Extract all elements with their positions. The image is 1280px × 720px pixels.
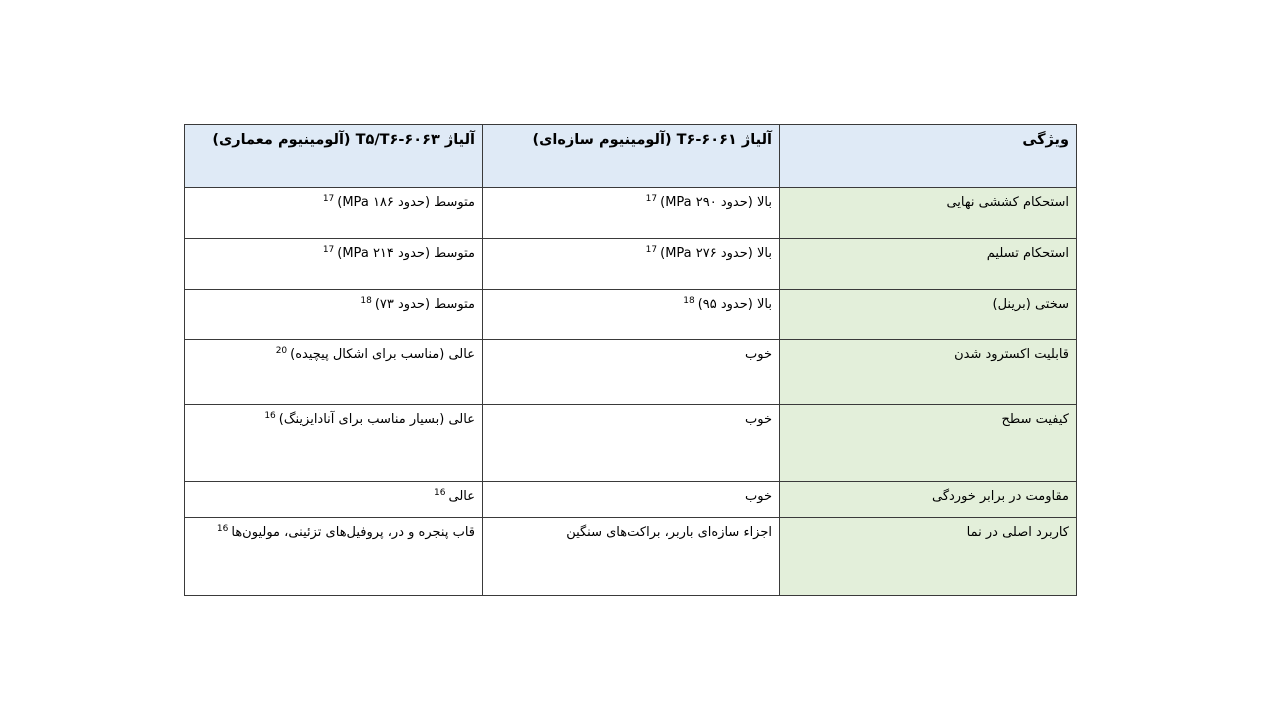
reference-mark: 18 bbox=[360, 295, 372, 306]
table-row bbox=[185, 405, 1077, 482]
reference-mark: 18 bbox=[683, 295, 695, 306]
value-text: قاب پنجره و در، پروفیل‌های تزئینی، مولیون‌ها bbox=[231, 525, 475, 540]
table-row bbox=[185, 239, 1077, 290]
value-text: خوب bbox=[745, 347, 772, 362]
table-row bbox=[185, 518, 1077, 596]
reference-mark: 17 bbox=[322, 193, 335, 204]
property-cell: مقاومت در برابر خوردگی bbox=[780, 482, 1077, 518]
alloy-comparison-table bbox=[184, 124, 1077, 596]
value-6061-cell bbox=[483, 239, 780, 290]
value-text: بالا (حدود ۹۵) bbox=[697, 297, 772, 312]
value-text: اجزاء سازه‌ای باربر، براکت‌های سنگین bbox=[566, 525, 772, 540]
reference-mark: 17 bbox=[645, 193, 658, 204]
property-cell: سختی (برینل) bbox=[780, 290, 1077, 340]
table-row bbox=[185, 340, 1077, 405]
value-6061-cell bbox=[483, 340, 780, 405]
value-text: بالا (حدود ۲۷۶ MPa) bbox=[660, 246, 772, 261]
value-6061-cell bbox=[483, 290, 780, 340]
value-6063-cell bbox=[185, 405, 483, 482]
reference-mark: 20 bbox=[275, 345, 288, 356]
header-alloy-6061: آلیاژ ۶۰۶۱-T۶ (آلومینیوم سازه‌ای) bbox=[483, 125, 780, 188]
reference-mark: 16 bbox=[434, 487, 446, 498]
value-text: عالی bbox=[448, 489, 475, 504]
table-header-row bbox=[185, 125, 1077, 188]
property-cell: کیفیت سطح bbox=[780, 405, 1077, 482]
value-6061-cell bbox=[483, 188, 780, 239]
value-6061-cell bbox=[483, 482, 780, 518]
value-text: بالا (حدود ۲۹۰ MPa) bbox=[660, 195, 772, 210]
value-6063-cell bbox=[185, 290, 483, 340]
value-6061-cell bbox=[483, 405, 780, 482]
value-6063-cell bbox=[185, 340, 483, 405]
reference-mark: 16 bbox=[216, 523, 229, 534]
property-cell: استحکام کششی نهایی bbox=[780, 188, 1077, 239]
value-6063-cell bbox=[185, 188, 483, 239]
table-row bbox=[185, 482, 1077, 518]
value-text: متوسط (حدود ۲۱۴ MPa) bbox=[337, 246, 475, 261]
property-cell: کاربرد اصلی در نما bbox=[780, 518, 1077, 596]
value-text: خوب bbox=[745, 489, 772, 504]
value-6063-cell bbox=[185, 518, 483, 596]
value-6061-cell bbox=[483, 518, 780, 596]
property-cell: استحکام تسلیم bbox=[780, 239, 1077, 290]
value-text: خوب bbox=[745, 412, 772, 427]
value-text: متوسط (حدود ۷۳) bbox=[374, 297, 475, 312]
value-6063-cell bbox=[185, 239, 483, 290]
header-alloy-6063: آلیاژ ۶۰۶۳-T۵/T۶ (آلومینیوم معماری) bbox=[185, 125, 483, 188]
value-text: عالی (مناسب برای اشکال پیچیده) bbox=[290, 347, 475, 362]
value-6063-cell bbox=[185, 482, 483, 518]
table-row bbox=[185, 290, 1077, 340]
reference-mark: 16 bbox=[264, 410, 276, 421]
value-text: عالی (بسیار مناسب برای آنادایزینگ) bbox=[278, 412, 475, 427]
value-text: متوسط (حدود ۱۸۶ MPa) bbox=[337, 195, 475, 210]
property-cell: قابلیت اکسترود شدن bbox=[780, 340, 1077, 405]
table-row bbox=[185, 188, 1077, 239]
header-property: ویژگی bbox=[780, 125, 1077, 188]
reference-mark: 17 bbox=[645, 244, 658, 255]
reference-mark: 17 bbox=[322, 244, 335, 255]
